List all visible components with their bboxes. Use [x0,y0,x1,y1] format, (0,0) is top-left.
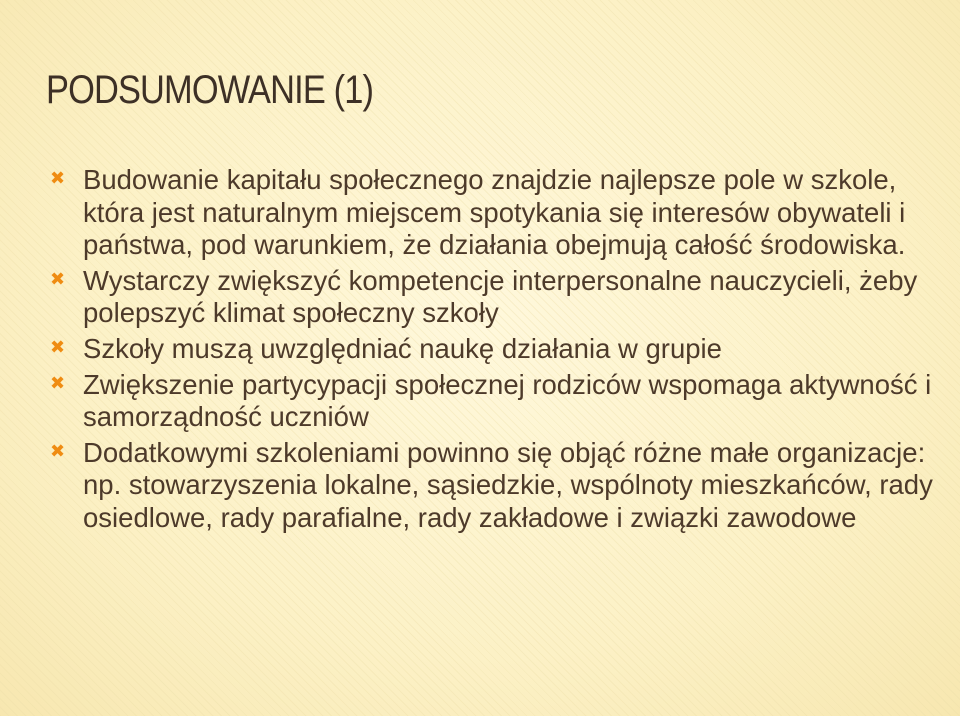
bullet-text: Budowanie kapitału społecznego znajdzie najlepsze pole w szkole, która jest naturalnym miejscem spotykania się interesów obywateli i państwa, pod warunkiem, że działania obejmują całość środowiska. [83,164,906,261]
list-item [48,265,943,330]
bullet-text: Dodatkowymi szkoleniami powinno się objąć różne małe organizacje: np. stowarzyszenia lokalne, sąsiedzkie, wspólnoty mieszkańców, rady osiedlowe, rady parafialne, rady zakładowe i związki zawodowe [83,436,933,533]
bullet-text: Zwiększenie partycypacji społecznej rodziców wspomaga aktywność i samorządność uczniów [83,368,932,433]
list-item [48,333,943,366]
x-mark-icon: ✖ [50,440,66,462]
x-mark-icon: ✖ [50,268,66,290]
list-item [48,369,943,434]
bullet-text: Wystarczy zwiększyć kompetencje interpersonalne nauczycieli, żeby polepszyć klimat społeczny szkoły [83,264,918,329]
bullet-list [48,164,943,538]
bullet-text: Szkoły muszą uwzględniać naukę działania w grupie [83,332,722,364]
list-item [48,164,943,262]
list-item [48,437,943,535]
x-mark-icon: ✖ [50,168,66,189]
slide-title: PODSUMOWANIE (1) [46,68,374,112]
x-mark-icon: ✖ [50,336,66,358]
x-mark-icon: ✖ [50,372,66,394]
